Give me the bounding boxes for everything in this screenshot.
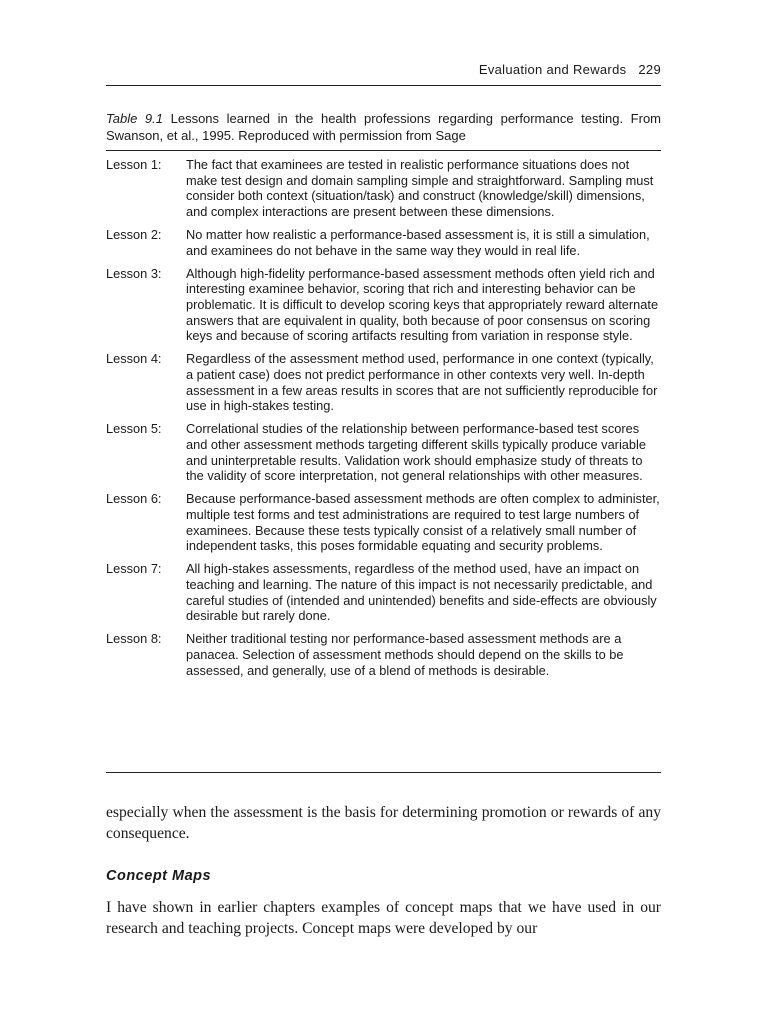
lesson-row xyxy=(106,421,661,484)
lesson-label: Lesson 8: xyxy=(106,631,162,647)
lesson-label: Lesson 2: xyxy=(106,227,162,242)
lesson-row xyxy=(106,227,661,258)
lesson-label: Lesson 5: xyxy=(106,421,162,437)
lesson-text: Because performance-based assessment methods are often complex to administer, multiple test forms and test administrations are required to test large numbers of examinees. Because these tests typically consist of a relatively small number of independent tasks, this poses formidable equating and security problems. xyxy=(186,491,660,554)
header-rule xyxy=(106,85,661,86)
lesson-label: Lesson 7: xyxy=(106,561,162,577)
table-caption xyxy=(106,110,661,144)
running-title: Evaluation and Rewards xyxy=(478,62,627,77)
lesson-text: Correlational studies of the relationship between performance-based test scores and other assessment methods targeting different skills typically produce variable and uninterpretable results. Validation work should emphasize study of threats to the validity of score interpretation, not general relationships with other measures. xyxy=(186,421,646,484)
body-paragraph: especially when the assessment is the basis for determining promotion or rewards of any consequence. xyxy=(106,804,661,842)
lesson-text: Although high-fidelity performance-based assessment methods often yield rich and interesting examinee behavior, scoring that rich and interesting behavior can be problematic. It is difficult to develop scoring keys that appropriately reward alternate answers that are equivalent in quality, both because of poor consensus on scoring keys and because of scoring artifacts resulting from variation in response style. xyxy=(186,265,659,344)
lesson-label: Lesson 4: xyxy=(106,351,162,367)
lesson-text: The fact that examinees are tested in realistic performance situations does not make test design and domain sampling simple and straightforward. Sampling must consider both context (situation/task) and construct (knowledge/skill) dimensions, and complex interactions are present between these dimensions. xyxy=(186,157,654,220)
lesson-row xyxy=(106,631,661,678)
book-page xyxy=(106,0,661,1024)
lesson-label: Lesson 6: xyxy=(106,491,162,507)
lesson-text: No matter how realistic a performance-based assessment is, it is still a simulation, and examinees do not behave in the same way they would in real life. xyxy=(186,227,650,258)
page-number: 229 xyxy=(638,62,661,77)
lesson-text: Regardless of the assessment method used, performance in one context (typically, a patient case) does not predict performance in other contexts very well. In-depth assessment in a few areas results in scores that are not sufficiently reproducible for use in high-stakes testing. xyxy=(186,351,658,414)
body-paragraph: I have shown in earlier chapters examples of concept maps that we have used in our research and teaching projects. Concept maps were developed by our xyxy=(106,899,661,937)
lesson-row xyxy=(106,157,661,220)
table-caption-rule xyxy=(106,150,661,151)
lesson-row xyxy=(106,351,661,414)
running-header xyxy=(479,62,661,77)
lesson-row xyxy=(106,561,661,624)
lesson-text: All high-stakes assessments, regardless of the method used, have an impact on teaching and learning. The nature of this impact is not necessarily predictable, and careful studies of (intended and unintended) benefits and side-effects are obviously desirable but rarely done. xyxy=(186,561,657,624)
lessons-table xyxy=(106,157,661,686)
lesson-text: Neither traditional testing nor performance-based assessment methods are a panacea. Selection of assessment methods should depend on the skills to be assessed, and generally, use of a blend of methods is desirable. xyxy=(186,631,624,678)
lesson-label: Lesson 3: xyxy=(106,265,162,281)
lesson-row xyxy=(106,491,661,554)
table-bottom-rule xyxy=(106,772,661,773)
section-heading: Concept Maps xyxy=(106,868,212,884)
table-caption-text: Lessons learned in the health professions regarding performance testing. From Swanson, et al., 1995. Reproduced with permission from Sage xyxy=(106,111,661,143)
table-caption-label: Table 9.1 xyxy=(106,111,163,126)
lesson-row xyxy=(106,266,661,345)
lesson-label: Lesson 1: xyxy=(106,157,162,172)
